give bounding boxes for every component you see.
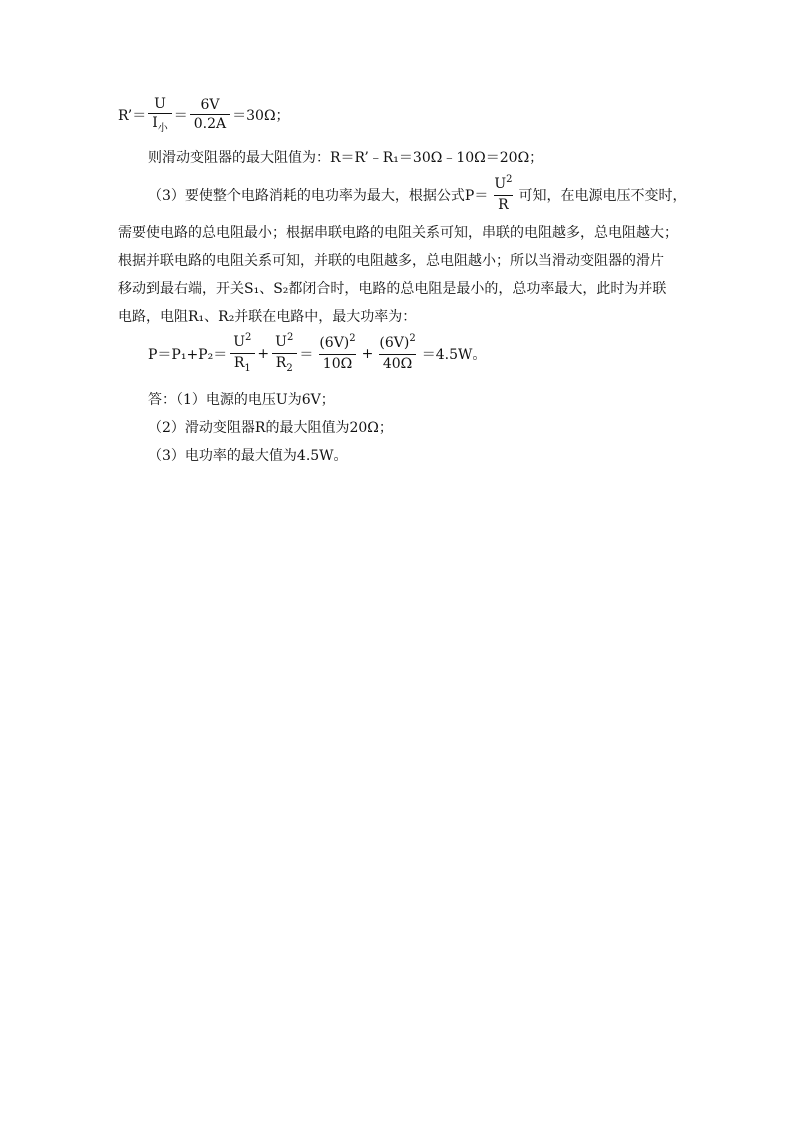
numerator-superscript: 2	[409, 333, 416, 344]
equation-r-prime	[118, 96, 290, 133]
equals-sign: ＝	[299, 346, 314, 363]
numerator-symbol: U	[494, 176, 507, 192]
fraction-numerator	[315, 335, 359, 354]
fraction-numerator	[490, 176, 516, 195]
fraction-u-over-i	[148, 96, 172, 133]
paragraph-line-4	[118, 222, 678, 242]
fraction-6v-over-02a	[190, 97, 230, 132]
paragraph-line-6	[118, 278, 666, 298]
fraction-numerator	[229, 334, 255, 353]
answer-line-1	[148, 389, 335, 409]
fraction-numerator: U	[154, 96, 166, 112]
equation-result: ＝4.5W。	[421, 346, 487, 363]
denominator-symbol: R	[233, 355, 245, 371]
numerator-symbol: (6V)	[379, 335, 410, 351]
paragraph-text: 根据并联电路的电阻关系可知，并联的电阻越多，总电阻越小；所以当滑动变阻器的滑片	[118, 253, 664, 269]
paragraph-power-formula	[148, 176, 687, 213]
equation-result: ＝30Ω；	[232, 107, 290, 124]
numerator-superscript: 2	[506, 174, 513, 185]
answer-text: （3）电功率的最大值为4.5W。	[148, 448, 348, 464]
paragraph-text: 移动到最右端，开关S₁、S₂都闭合时，电路的总电阻是最小的，总功率最大，此时为并联	[118, 281, 667, 297]
numerator-superscript: 2	[245, 332, 252, 343]
fraction-denominator	[272, 353, 297, 373]
fraction-numerator: 6V	[200, 97, 220, 113]
fraction-denominator: 10Ω	[319, 354, 356, 372]
denominator-subscript: 小	[157, 123, 168, 134]
paragraph-line-5	[118, 250, 664, 270]
paragraph-text: 需要使电路的总电阻最小；根据串联电路的电阻关系可知，串联的电阻越多，总电阻越大；	[118, 225, 678, 241]
fraction-denominator	[230, 353, 255, 373]
answer-text: 答：（1）电源的电压U为6V；	[148, 392, 335, 408]
denominator-subscript: 2	[286, 363, 293, 374]
fraction-denominator	[148, 113, 172, 133]
equation-prefix: P＝P₁+P₂＝	[148, 346, 228, 363]
numerator-superscript: 2	[349, 333, 356, 344]
fraction-numerator	[271, 334, 297, 353]
fraction-u2-over-r2	[271, 334, 297, 373]
paragraph-prefix: （3）要使整个电路消耗的电功率为最大，根据公式P＝	[148, 187, 489, 204]
fraction-numerator	[375, 335, 419, 354]
fraction-6v2-over-10ohm	[315, 335, 359, 372]
equation-max-power	[148, 334, 486, 373]
paragraph-text: 则滑动变阻器的最大阻值为：R＝R’﹣R₁＝30Ω﹣10Ω＝20Ω；	[148, 150, 544, 166]
answer-line-3	[148, 445, 348, 465]
fraction-6v2-over-40ohm	[375, 335, 419, 372]
equals-sign: ＝	[173, 107, 188, 124]
numerator-superscript: 2	[286, 332, 294, 343]
fraction-denominator: 0.2A	[190, 114, 230, 132]
numerator-symbol: U	[233, 334, 246, 350]
denominator-subscript: 1	[244, 363, 251, 374]
fraction-denominator: 40Ω	[379, 354, 416, 372]
fraction-denominator: R	[494, 195, 513, 213]
numerator-symbol: (6V)	[319, 335, 350, 351]
fraction-u2-over-r1	[229, 334, 255, 373]
paragraph-text: 电路，电阻R₁、R₂并联在电路中，最大功率为：	[118, 309, 417, 325]
answer-line-2	[148, 417, 393, 437]
paragraph-max-resistance	[148, 147, 543, 167]
paragraph-line-7	[118, 306, 416, 326]
fraction-u2-over-r	[490, 176, 516, 213]
denominator-symbol: I	[152, 115, 158, 131]
plus-sign: +	[257, 345, 270, 362]
paragraph-suffix: 可知，在电源电压不变时，	[518, 187, 687, 204]
denominator-symbol: R	[275, 355, 287, 371]
answer-text: （2）滑动变阻器R的最大阻值为20Ω；	[148, 420, 393, 436]
numerator-symbol: U	[275, 334, 287, 350]
equation-lhs: R’＝	[118, 107, 147, 124]
plus-sign: +	[361, 345, 374, 362]
